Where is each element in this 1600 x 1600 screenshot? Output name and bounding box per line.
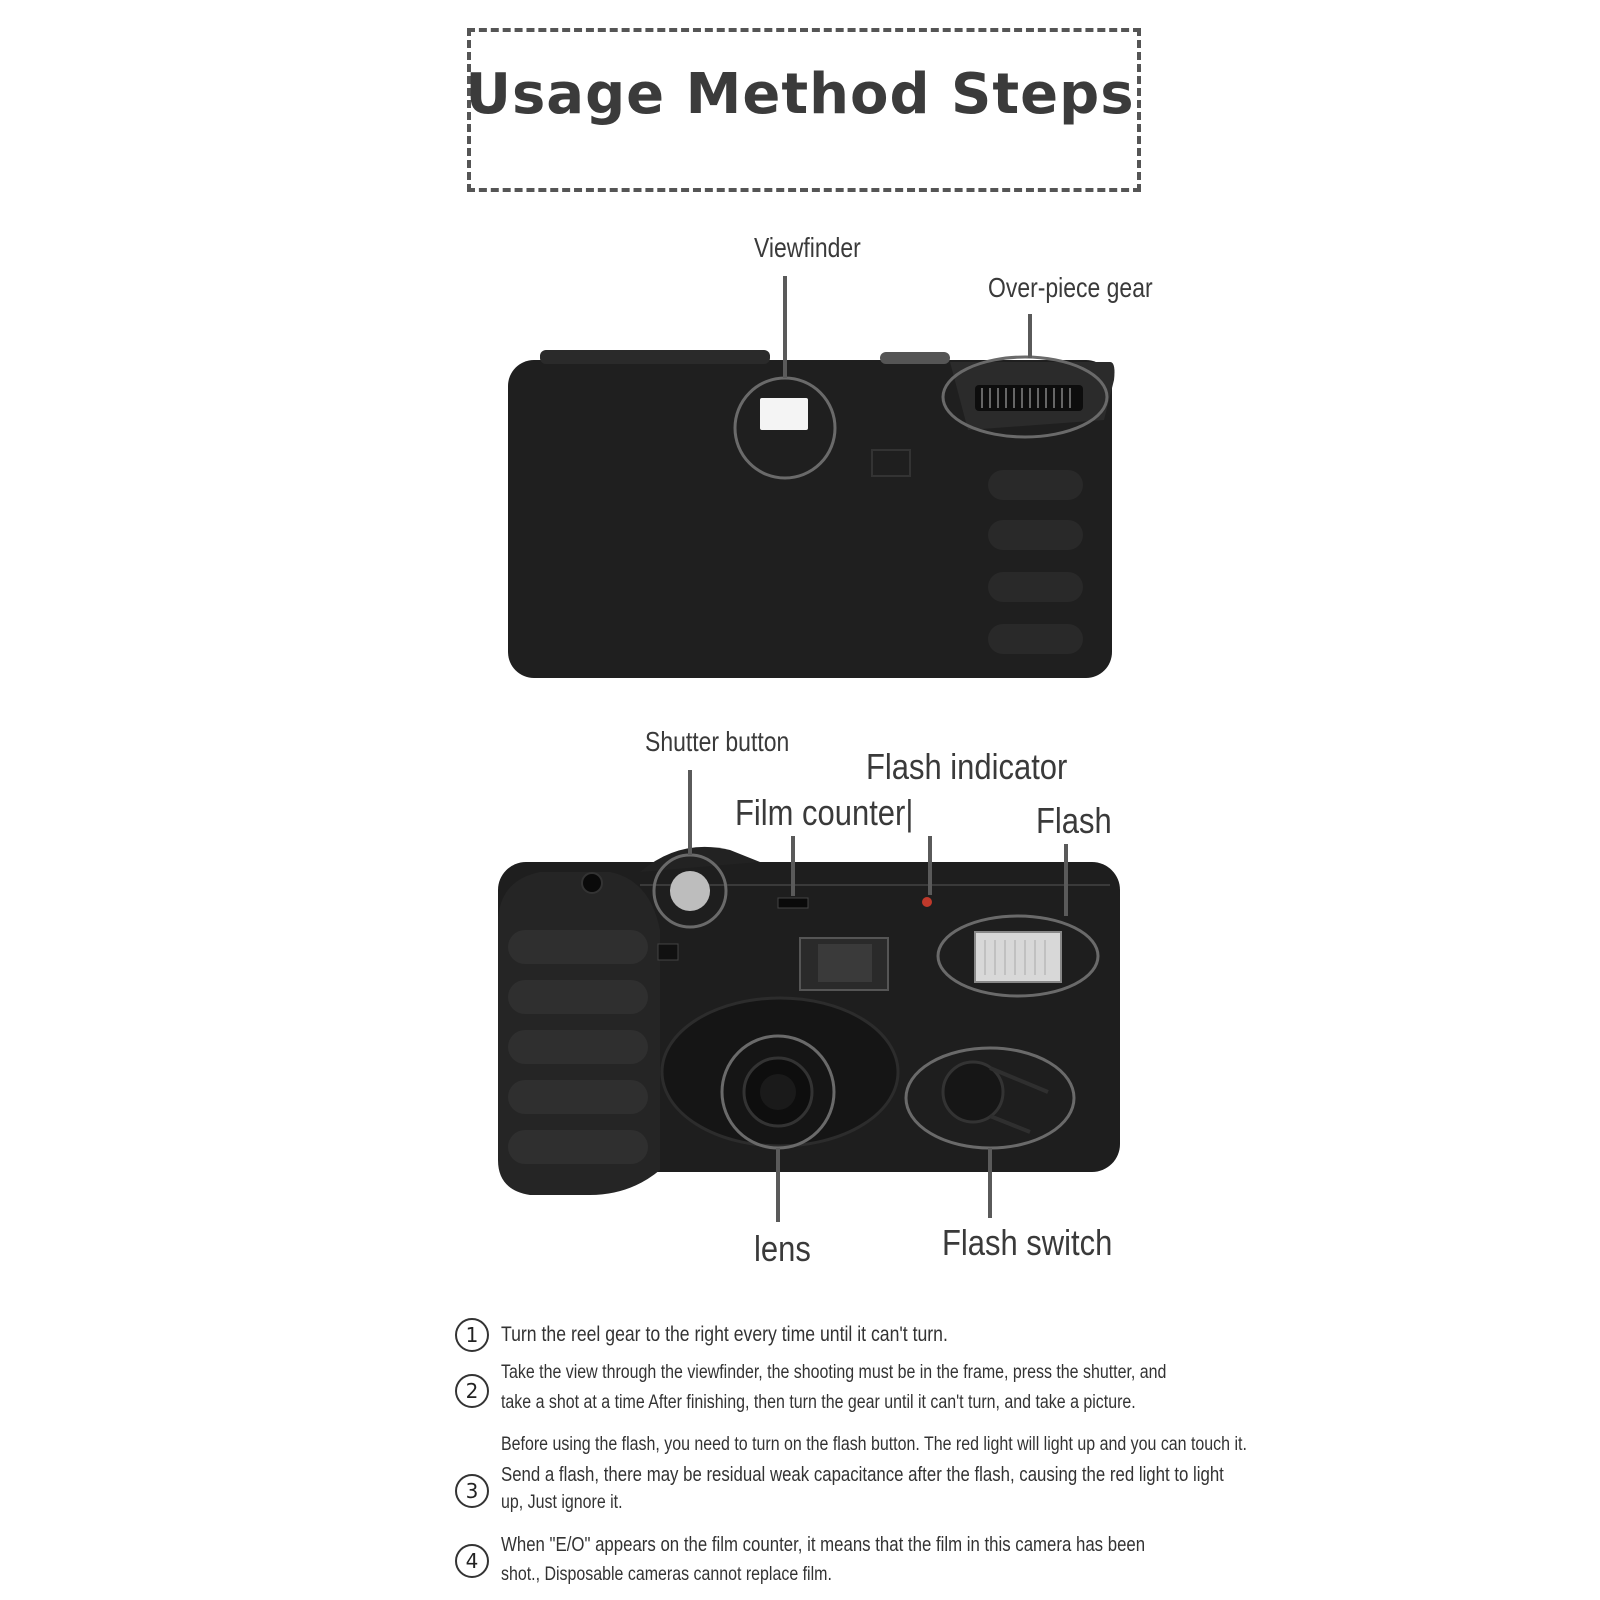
step-text-line: take a shot at a time After finishing, then turn the gear until it can't turn, and take a picture. bbox=[501, 1392, 1136, 1413]
flash-switch-label: Flash switch bbox=[942, 1222, 1113, 1263]
flash-window bbox=[975, 932, 1061, 982]
step-text-line: Before using the flash, you need to turn on the flash button. The red light will light up and you can touch it. bbox=[501, 1434, 1247, 1455]
front-small-square bbox=[658, 944, 678, 960]
step-text-line: Take the view through the viewfinder, the shooting must be in the frame, press the shutter, and bbox=[501, 1362, 1167, 1383]
over-piece-gear-label: Over-piece gear bbox=[988, 272, 1153, 303]
page-title: Usage Method Steps bbox=[465, 62, 1135, 127]
viewfinder-window bbox=[760, 398, 808, 430]
camera-front-view bbox=[498, 770, 1120, 1222]
flash-indicator-light bbox=[922, 897, 932, 907]
step-text-line: Turn the reel gear to the right every time until it can't turn. bbox=[501, 1323, 948, 1346]
camera-back-top-ridge bbox=[540, 350, 770, 364]
step-number: 4 bbox=[455, 1544, 489, 1578]
film-counter-window bbox=[778, 898, 808, 908]
lens-center bbox=[760, 1074, 796, 1110]
step-number: 2 bbox=[455, 1374, 489, 1408]
flash-indicator-label: Flash indicator bbox=[866, 746, 1068, 787]
step-number: 1 bbox=[455, 1318, 489, 1352]
step-text-line: up, Just ignore it. bbox=[501, 1492, 623, 1513]
viewfinder-label: Viewfinder bbox=[754, 232, 861, 263]
camera-back-view bbox=[508, 276, 1115, 678]
shutter-button bbox=[670, 871, 710, 911]
step-text-line: shot., Disposable cameras cannot replace film. bbox=[501, 1564, 832, 1585]
strap-hole bbox=[582, 873, 602, 893]
flash-label: Flash bbox=[1036, 800, 1112, 841]
front-viewfinder-glass bbox=[818, 944, 872, 982]
step-text-line: When "E/O" appears on the film counter, it means that the film in this camera has been bbox=[501, 1534, 1146, 1556]
step-number: 3 bbox=[455, 1474, 489, 1508]
shutter-button-label: Shutter button bbox=[645, 726, 790, 757]
film-counter-label: Film counter| bbox=[735, 792, 914, 833]
step-text-line: Send a flash, there may be residual weak capacitance after the flash, causing the red light to light bbox=[501, 1464, 1224, 1486]
lens-label: lens bbox=[754, 1228, 811, 1269]
camera-back-top-button bbox=[880, 352, 950, 364]
